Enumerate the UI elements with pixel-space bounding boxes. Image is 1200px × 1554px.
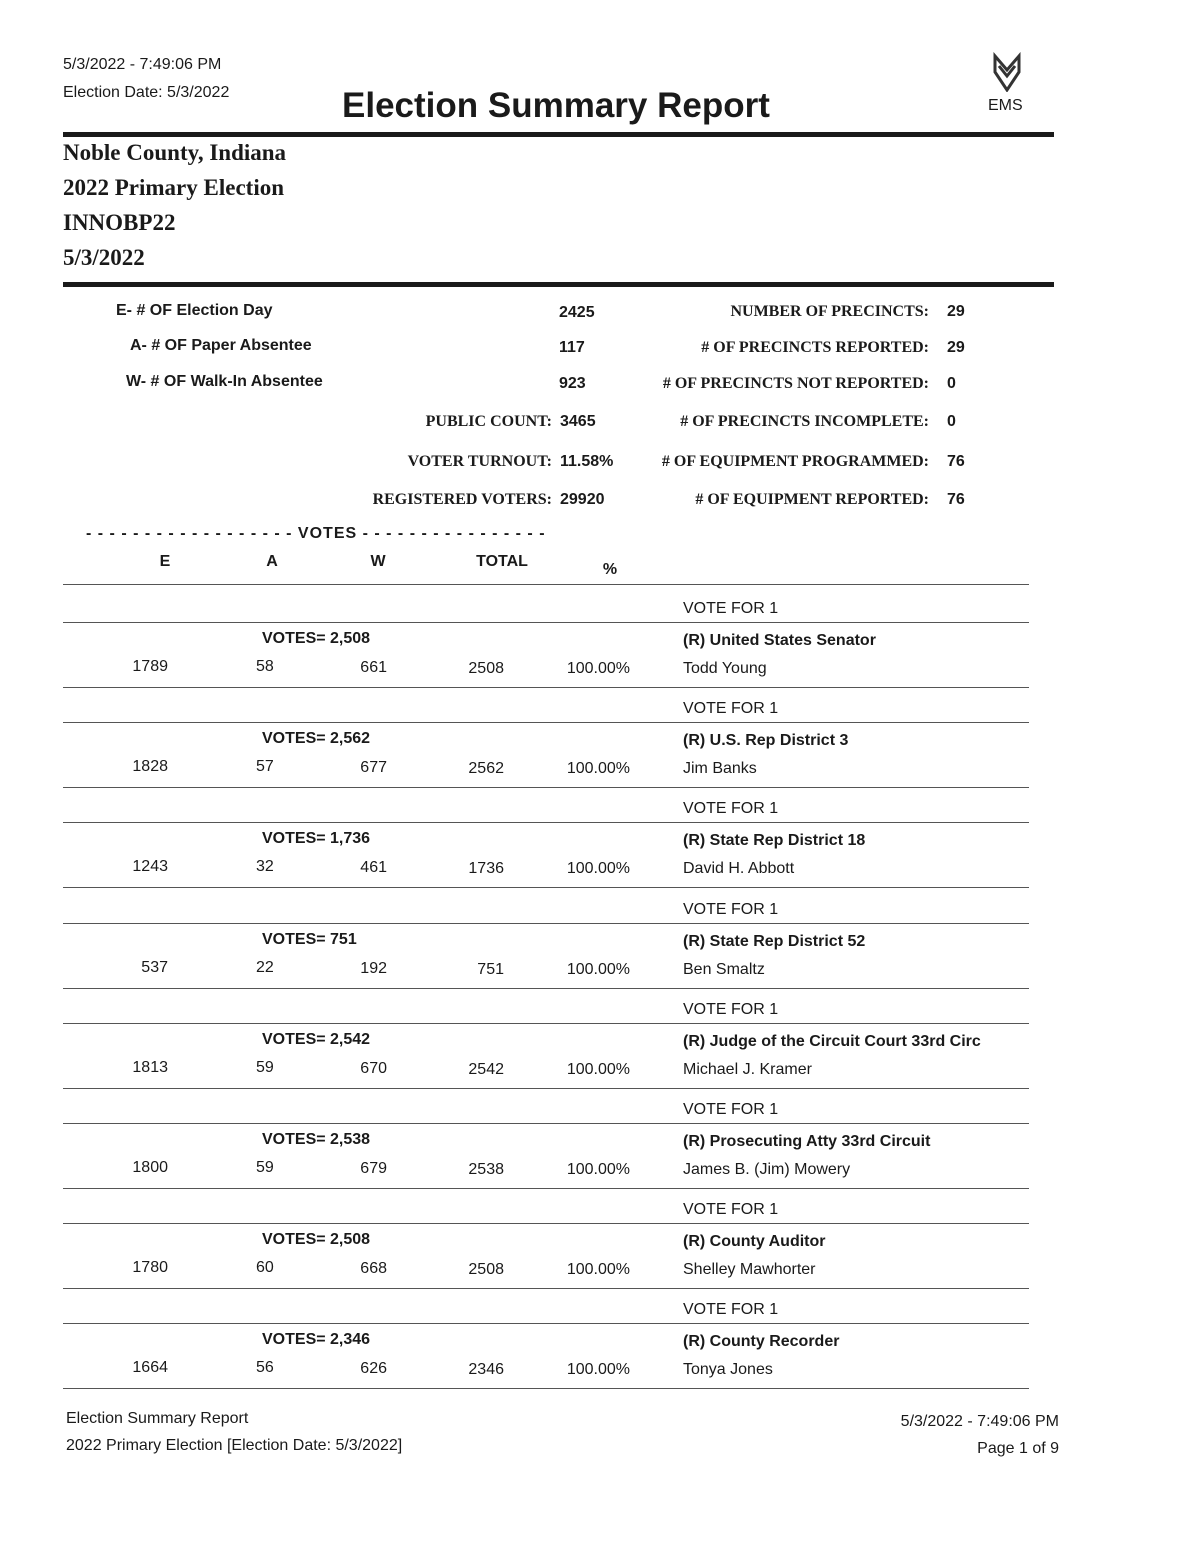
election-date: Election Date: 5/3/2022 xyxy=(63,84,230,101)
race-total-votes: VOTES= 2,542 xyxy=(262,1030,371,1048)
race-office: (R) Prosecuting Atty 33rd Circuit xyxy=(683,1133,931,1150)
footer-page-number: Page 1 of 9 xyxy=(977,1440,1059,1457)
race-block xyxy=(0,989,1200,1089)
race-rule xyxy=(63,1023,1029,1024)
votes-pct: 100.00% xyxy=(566,1161,630,1178)
stat-mid-value: 11.58% xyxy=(560,453,614,470)
county-name: Noble County, Indiana xyxy=(63,140,287,165)
votes-e: 1800 xyxy=(132,1159,168,1176)
candidate-name: Tonya Jones xyxy=(683,1361,773,1379)
candidate-name: Todd Young xyxy=(683,660,767,677)
col-total: TOTAL xyxy=(476,553,528,570)
race-total-votes: VOTES= 2,562 xyxy=(262,730,371,748)
race-office: (R) State Rep District 52 xyxy=(683,932,866,950)
vote-for-label: VOTE FOR 1 xyxy=(683,1301,779,1319)
votes-total: 2346 xyxy=(468,1361,504,1379)
race-rule xyxy=(63,1388,1029,1389)
votes-total: 751 xyxy=(477,960,504,978)
votes-pct: 100.00% xyxy=(566,1060,630,1078)
ems-logo xyxy=(985,52,1029,115)
race-rule xyxy=(63,722,1029,723)
stat-left-value: 2425 xyxy=(559,304,595,321)
ems-logo-icon xyxy=(985,52,1029,92)
stat-mid-label: PUBLIC COUNT: xyxy=(425,413,552,430)
votes-e: 1780 xyxy=(132,1259,168,1277)
votes-total: 1736 xyxy=(468,860,504,878)
vote-for-label: VOTE FOR 1 xyxy=(683,1101,779,1118)
stat-right-value: 29 xyxy=(947,303,965,320)
votes-pct: 100.00% xyxy=(566,1361,630,1379)
stat-left-label: E- # OF Election Day xyxy=(116,302,273,319)
election-info-date: 5/3/2022 xyxy=(63,245,145,270)
votes-w: 679 xyxy=(360,1160,387,1177)
stat-right-value: 76 xyxy=(947,453,965,470)
race-total-votes: VOTES= 1,736 xyxy=(262,830,371,848)
race-office: (R) County Auditor xyxy=(683,1233,826,1251)
stat-right-value: 0 xyxy=(947,413,956,430)
votes-pct: 100.00% xyxy=(566,660,630,677)
race-block xyxy=(0,788,1200,888)
race-office: (R) United States Senator xyxy=(683,632,876,649)
votes-a: 60 xyxy=(256,1259,274,1277)
candidate-name: Ben Smaltz xyxy=(683,960,765,978)
candidate-name: Jim Banks xyxy=(683,760,757,778)
race-rule xyxy=(63,1323,1029,1324)
votes-pct: 100.00% xyxy=(566,1261,630,1279)
vote-for-label: VOTE FOR 1 xyxy=(683,700,779,718)
stat-right-label: NUMBER OF PRECINCTS: xyxy=(730,303,929,320)
race-rule xyxy=(63,923,1029,924)
race-rule xyxy=(63,1123,1029,1124)
votes-total: 2542 xyxy=(468,1060,504,1078)
stat-mid-value: 29920 xyxy=(560,491,605,508)
race-office: (R) State Rep District 18 xyxy=(683,832,866,850)
votes-e: 1813 xyxy=(132,1058,168,1076)
votes-total: 2508 xyxy=(468,1261,504,1279)
info-rule xyxy=(63,282,1054,287)
stat-left-value: 117 xyxy=(559,339,585,356)
report-title: Election Summary Report xyxy=(342,86,770,125)
race-total-votes: VOTES= 2,538 xyxy=(262,1131,371,1148)
ems-logo-text: EMS xyxy=(988,97,1023,114)
votes-total: 2562 xyxy=(468,760,504,778)
stat-right-label: # OF PRECINCTS INCOMPLETE: xyxy=(680,413,929,430)
race-block xyxy=(0,688,1200,788)
vote-for-label: VOTE FOR 1 xyxy=(683,800,779,818)
race-total-votes: VOTES= 751 xyxy=(262,930,357,948)
votes-e: 1828 xyxy=(132,758,168,776)
stat-right-value: 0 xyxy=(947,375,956,392)
votes-w: 677 xyxy=(360,759,387,777)
votes-pct: 100.00% xyxy=(566,860,630,878)
votes-a: 59 xyxy=(256,1159,274,1176)
col-e: E xyxy=(159,553,171,570)
stat-left-label: W- # OF Walk-In Absentee xyxy=(126,373,323,390)
election-code: INNOBP22 xyxy=(63,210,176,235)
stat-right-label: # OF EQUIPMENT PROGRAMMED: xyxy=(661,453,929,470)
votes-w: 461 xyxy=(360,859,387,877)
footer-timestamp: 5/3/2022 - 7:49:06 PM xyxy=(900,1413,1059,1430)
col-a: A xyxy=(266,553,278,570)
report-timestamp: 5/3/2022 - 7:49:06 PM xyxy=(63,56,222,73)
vote-for-label: VOTE FOR 1 xyxy=(683,600,779,617)
col-pct: % xyxy=(602,561,618,578)
race-block xyxy=(0,1289,1200,1389)
votes-a: 32 xyxy=(256,858,274,876)
stat-right-label: # OF EQUIPMENT REPORTED: xyxy=(695,491,929,508)
stat-mid-value: 3465 xyxy=(560,413,596,430)
votes-w: 626 xyxy=(360,1360,387,1378)
votes-a: 59 xyxy=(256,1058,274,1076)
header-rule xyxy=(63,132,1054,137)
votes-a: 56 xyxy=(256,1359,274,1377)
race-total-votes: VOTES= 2,508 xyxy=(262,1231,371,1249)
votes-w: 661 xyxy=(360,659,387,676)
race-block xyxy=(0,588,1200,688)
votes-pct: 100.00% xyxy=(566,960,630,978)
votes-e: 1243 xyxy=(132,858,168,876)
stat-mid-label: VOTER TURNOUT: xyxy=(407,453,552,470)
stat-right-label: # OF PRECINCTS REPORTED: xyxy=(701,339,929,356)
votes-pct: 100.00% xyxy=(566,760,630,778)
race-block xyxy=(0,1189,1200,1289)
stat-left-value: 923 xyxy=(559,375,586,392)
vote-for-label: VOTE FOR 1 xyxy=(683,1000,779,1018)
votes-w: 192 xyxy=(360,959,387,977)
votes-a: 22 xyxy=(256,958,274,976)
race-block xyxy=(0,889,1200,989)
vote-for-label: VOTE FOR 1 xyxy=(683,1201,779,1219)
race-block xyxy=(0,1089,1200,1189)
candidate-name: Michael J. Kramer xyxy=(683,1060,812,1078)
stat-mid-label: REGISTERED VOTERS: xyxy=(372,491,552,508)
stat-left-label: A- # OF Paper Absentee xyxy=(130,337,312,354)
race-rule xyxy=(63,1223,1029,1224)
race-total-votes: VOTES= 2,346 xyxy=(262,1331,371,1349)
votes-e: 1789 xyxy=(132,658,168,675)
race-total-votes: VOTES= 2,508 xyxy=(262,630,371,647)
votes-group-header: - - - - - - - - - - - - - - - - - - VOTES - - - - - - - - - - - - - - - - xyxy=(86,525,546,542)
stat-right-value: 29 xyxy=(947,339,965,356)
candidate-name: David H. Abbott xyxy=(683,860,795,878)
candidate-name: James B. (Jim) Mowery xyxy=(683,1161,851,1178)
votes-e: 1664 xyxy=(132,1359,168,1377)
votes-total: 2508 xyxy=(468,660,504,677)
footer-report-name: Election Summary Report xyxy=(66,1410,249,1427)
race-rule xyxy=(63,622,1029,623)
race-rule xyxy=(63,822,1029,823)
stat-right-label: # OF PRECINCTS NOT REPORTED: xyxy=(662,375,929,392)
vote-for-label: VOTE FOR 1 xyxy=(683,900,779,918)
votes-w: 668 xyxy=(360,1260,387,1278)
election-name: 2022 Primary Election xyxy=(63,175,285,200)
votes-a: 57 xyxy=(256,758,274,776)
votes-total: 2538 xyxy=(468,1161,504,1178)
candidate-name: Shelley Mawhorter xyxy=(683,1261,816,1279)
votes-w: 670 xyxy=(360,1059,387,1077)
stat-right-value: 76 xyxy=(947,491,965,508)
race-office: (R) U.S. Rep District 3 xyxy=(683,732,849,750)
col-w: W xyxy=(370,553,386,570)
votes-a: 58 xyxy=(256,658,274,675)
race-office: (R) County Recorder xyxy=(683,1333,840,1351)
race-office: (R) Judge of the Circuit Court 33rd Circ xyxy=(683,1032,981,1050)
column-rule xyxy=(63,584,1029,585)
footer-election: 2022 Primary Election [Election Date: 5/3/2022] xyxy=(66,1437,403,1454)
votes-e: 537 xyxy=(141,958,168,976)
